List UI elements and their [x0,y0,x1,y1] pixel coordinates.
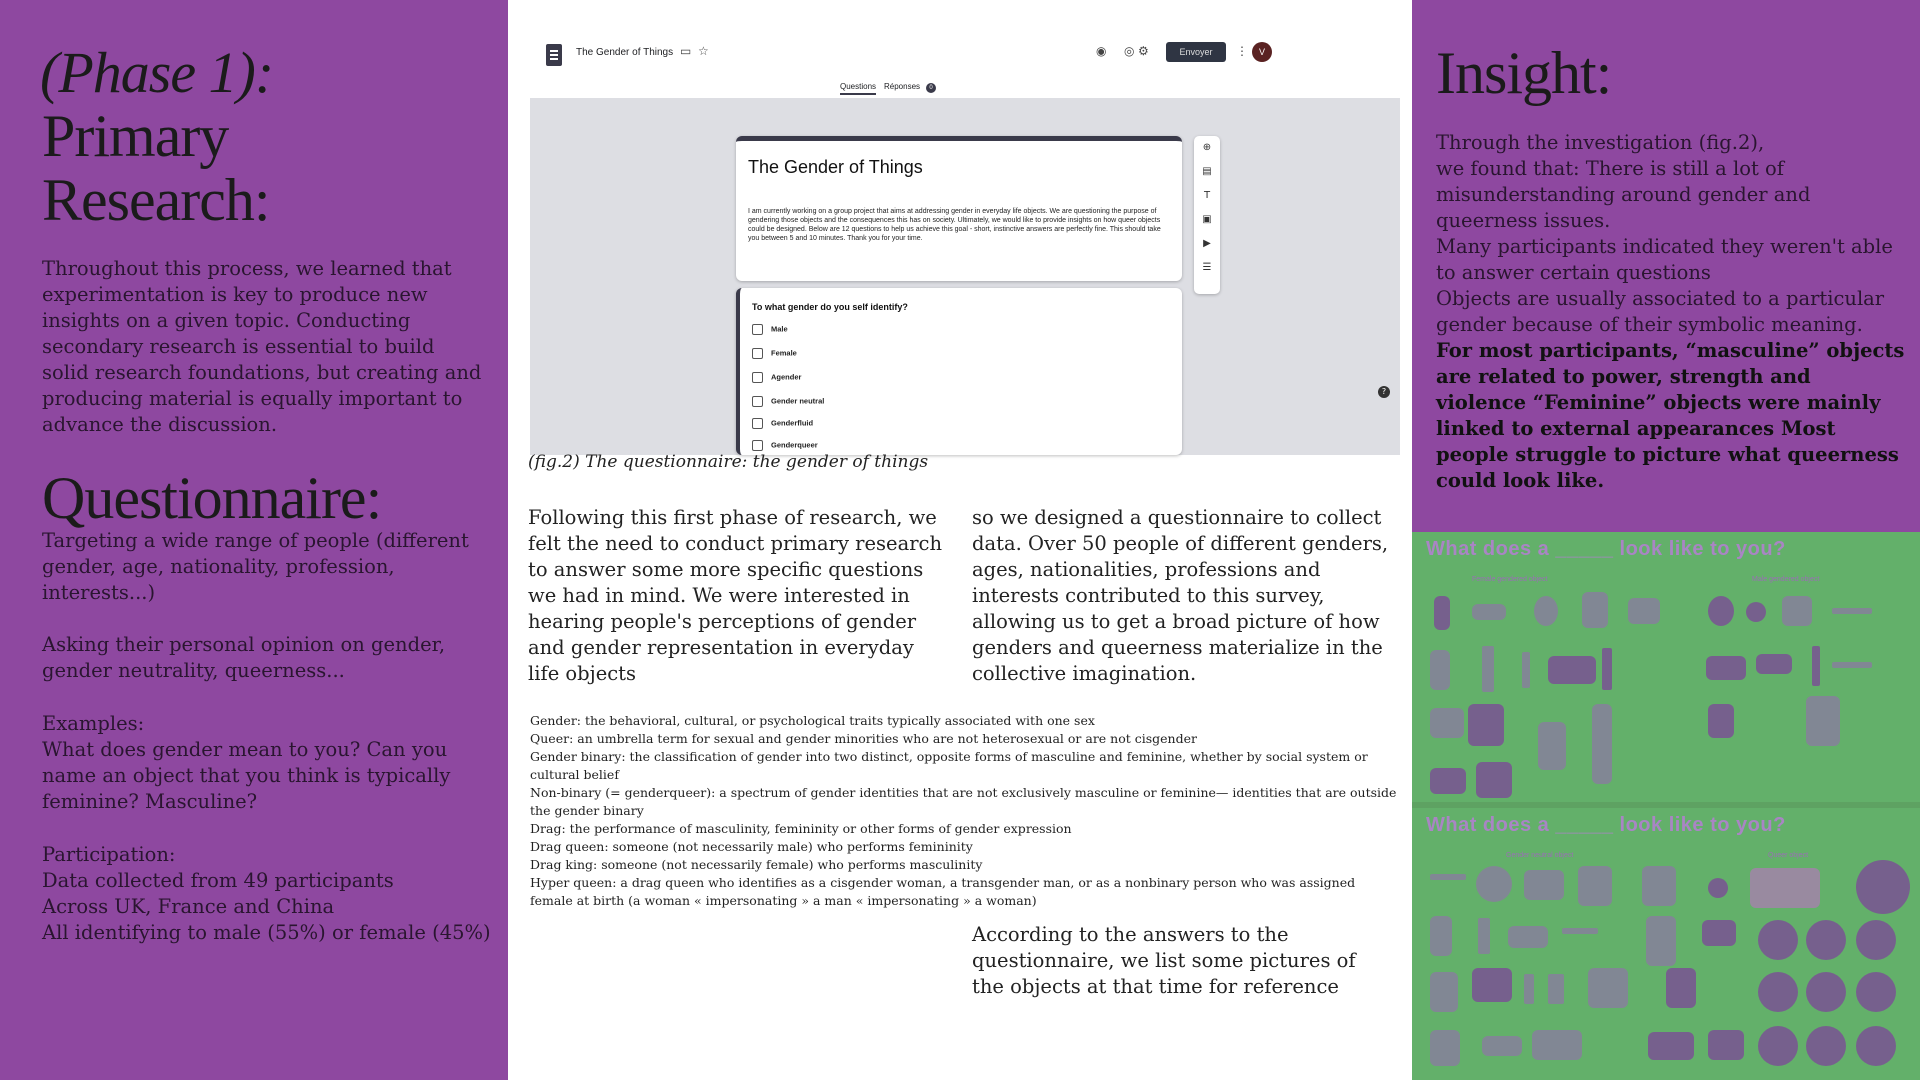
glossary-item: Gender: the behavioral, cultural, or psychological traits typically associated with one sex [530,713,1095,728]
jar-image [1534,596,1558,626]
center-panel [508,0,1412,1080]
moodboard-title: What does a _____ look like to you? [1426,538,1786,560]
lipstick-tall-image [1602,648,1612,690]
afro-wig-image [1758,1026,1798,1066]
chair-image [1430,916,1452,956]
car-small-image [1706,656,1746,680]
perfume-chanel-image [1582,592,1608,628]
dumbbell-image [1746,602,1766,622]
palette-icon[interactable]: ◉ [1096,44,1107,58]
insight-line: Objects are usually associated to a particular gender because of their symbolic meaning. [1436,287,1885,336]
bottle-neutral-image [1478,918,1490,954]
add-image-icon[interactable]: ▣ [1202,214,1212,225]
glossary-item: Non-binary (= genderqueer): a spectrum of gender identities that are not exclusively masculine or feminine— identities that are outside the gender binary [530,785,1397,818]
glossary-item: Drag king: someone (not necessarily female) who performs masculinity [530,857,983,872]
left-panel [0,0,508,1080]
avatar[interactable]: V [1252,42,1272,62]
primary-research-heading [42,104,270,232]
settings-icon[interactable]: ⚙ [1138,44,1149,58]
add-question-icon[interactable]: ⊕ [1202,142,1212,153]
car-image [1548,656,1596,684]
option-checkbox[interactable]: Female [752,348,797,359]
participation-line-2: Across UK, France and China [42,895,335,918]
insight-line: Many participants indicated they weren't able to answer certain questions [1436,235,1893,284]
glossary-item: Hyper queen: a drag queen who identifies as a cisgender woman, a transgender man, or as a nonbinary person who was assigned female at birth (a woman « impersonating » a man « impersonating » a woman) [530,875,1356,908]
towel-image [1646,916,1676,966]
afro-wig-image [1758,920,1798,960]
moodboard-subtitle-male: Male gendered object [1752,576,1820,583]
glass-image [1548,974,1564,1004]
cat-figure-image [1666,968,1696,1008]
shirt-image [1578,866,1612,906]
lipstick-image [1522,652,1530,688]
body-column-right: so we designed a questionnaire to collect data. Over 50 people of different genders, ages, nationalities, professions and interests contributed to this survey, allowing us to get a broad picture of how genders and queerness materialize in the collective imagination. [972,506,1389,685]
responses-count-badge: 0 [926,83,936,93]
tab-responses-label: Réponses [884,82,921,91]
glossary-item: Queer: an umbrella term for sexual and gender minorities who are not heterosexual or are not cisgender [530,731,1197,746]
right-panel [1412,0,1920,1080]
questionnaire-heading: Questionnaire: [42,465,382,531]
body-column-left: Following this first phase of research, we felt the need to conduct primary research to answer some more specific questions we had in mind. We were interested in hearing people's perceptions of gender and gender representation in everyday life objects [528,506,943,685]
hammer-image [1832,662,1872,668]
forms-canvas [530,98,1400,455]
tab-responses[interactable] [884,82,936,93]
cup-image [1430,1030,1460,1066]
targeting-paragraph: Targeting a wide range of people (different gender, age, nationality, profession, interests...) [42,529,469,604]
bottle-image [1482,646,1494,692]
intro-paragraph: Throughout this process, we learned that experimentation is key to produce new insights on a given topic. Conducting secondary research is essential to build solid research foundations, but creating and producing material is equally important to advance the discussion. [42,257,482,436]
heading-line-2: Research: [42,167,270,233]
pattern-image [1430,768,1466,794]
help-icon[interactable]: ? [1378,386,1390,398]
forms-header [530,30,1400,100]
hair-clip-image [1472,604,1506,620]
earrings-image [1708,878,1728,898]
afro-wig-image [1806,920,1846,960]
form-title[interactable]: The Gender of Things [748,157,923,177]
phase-title: (Phase 1): [40,40,274,105]
car-neutral-image [1648,1032,1694,1060]
examples-text: What does gender mean to you? Can you name an object that you think is typically feminine? Masculine? [42,738,451,813]
afro-wig-image [1806,1026,1846,1066]
lipstick-neutral-image [1524,974,1534,1004]
questionnaire-screenshot [530,30,1400,455]
brush-image [1562,928,1598,934]
knife-image [1832,608,1872,614]
makeup-palette-image [1468,704,1504,746]
rainbow-flag-image [1750,868,1820,908]
folder-icon[interactable]: ▭ [680,44,692,58]
option-checkbox[interactable]: Genderfluid [752,418,813,429]
afro-wig-image [1806,972,1846,1012]
option-checkbox[interactable]: Male [752,324,788,335]
option-checkbox[interactable]: Agender [752,372,801,383]
more-vert-icon[interactable]: ⋮ [1236,44,1248,58]
horseshoe-image [1806,696,1840,746]
bowl-image [1588,968,1628,1008]
wig-image [1856,860,1910,914]
participation-line-3: All identifying to male (55%) or female (45%) [42,921,491,944]
book-image [1708,704,1734,738]
lipstick-box-image [1476,762,1512,798]
cigar-image [1812,646,1820,686]
question-card[interactable] [736,288,1182,455]
gun-image [1756,654,1792,674]
afro-wig-image [1856,1026,1896,1066]
forms-doc-title: The Gender of Things [576,47,674,58]
forms-doc-icon [546,44,562,66]
glitter-image [1708,1030,1744,1060]
moodboard-subtitle-female: Female gendered object [1472,576,1548,583]
figure-caption: (fig.2) The questionnaire: the gender of things [528,452,929,472]
participation-line-1: Data collected from 49 participants [42,869,394,892]
glasses-image [1482,1036,1522,1056]
send-button[interactable]: Envoyer [1166,42,1226,62]
form-description[interactable]: I am currently working on a group project that aims at addressing gender in everyday life objects. We are questioning the purpose of gendering those objects and the consequences this has on society. Ultimately, we would like to provide insights on how queer objects could be designed. Below are 12 questions to help us achieve this goal - short, instinctive answers are perfectly fine. This should take you between 5 and 10 minutes. Thank you for your time. [748,208,1161,242]
examples-label: Examples: [42,712,145,735]
closing-paragraph: According to the answers to the questionnaire, we list some pictures of the objects at that time for reference [972,923,1356,998]
question-title[interactable]: To what gender do you self identify? [752,302,908,312]
pen-image [1430,874,1466,880]
heading-line-1: Primary [42,103,229,169]
vase-image [1430,650,1450,690]
glossary-item: Drag: the performance of masculinity, femininity or other forms of gender expression [530,821,1072,836]
moodboard-gendered-objects [1412,532,1920,802]
insight-bold-paragraph: For most participants, “masculine” objects are related to power, strength and violence “Feminine” objects were mainly linked to external appearances Most people struggle to picture what queerness could look like. [1436,339,1905,492]
stool-image [1430,972,1458,1012]
moodboard-title: What does a _____ look like to you? [1426,814,1786,836]
glossary-item: Gender binary: the classification of gender into two distinct, opposite forms of masculine and feminine, whether by social system or cultural belief [530,749,1368,782]
moodboard-subtitle-queer: Queer object [1768,852,1809,859]
import-questions-icon[interactable]: ▤ [1202,166,1212,177]
add-title-icon[interactable]: T [1203,190,1211,201]
star-icon[interactable]: ☆ [698,44,709,58]
insight-heading: Insight: [1436,40,1612,106]
add-video-icon[interactable]: ▶ [1203,238,1211,249]
tool-box-image [1782,596,1812,626]
tab-questions[interactable]: Questions [840,82,876,95]
boxing-glove-image [1708,596,1734,626]
participation-label: Participation: [42,843,176,866]
trousers-image [1592,704,1612,784]
bracelet-image [1628,598,1660,624]
heels-image [1702,920,1736,946]
perfume-bottle-image [1434,596,1450,630]
afro-wig-image [1758,972,1798,1012]
insight-line: we found that: There is still a lot of misunderstanding around gender and queerness issues. [1436,157,1811,232]
insight-text [1436,130,1906,494]
laptop-image [1532,1030,1582,1060]
moodboard-neutral-queer-objects [1412,808,1920,1080]
preview-eye-icon[interactable]: ◎ [1124,44,1135,58]
moodboard-subtitle-neutral: Gender neutral object [1506,852,1574,859]
insight-line: Through the investigation (fig.2), [1436,131,1765,154]
pan-image [1508,926,1548,948]
dress-image [1538,722,1566,770]
add-section-icon[interactable]: ☰ [1202,262,1212,273]
form-side-toolbar [1194,136,1220,294]
clock-image [1476,866,1512,902]
glossary-item: Drag queen: someone (not necessarily male) who performs femininity [530,839,973,854]
option-checkbox[interactable]: Genderqueer [752,440,818,451]
afro-wig-image [1856,920,1896,960]
asking-paragraph: Asking their personal opinion on gender, gender neutrality, queerness... [42,633,446,682]
books-image [1524,870,1564,900]
form-header-card[interactable] [736,136,1182,281]
option-checkbox[interactable]: Gender neutral [752,396,824,407]
flower-image [1430,708,1464,738]
afro-wig-image [1856,972,1896,1012]
umbrella-image [1472,968,1512,1002]
jacket-image [1642,866,1676,906]
glossary [530,712,1400,910]
